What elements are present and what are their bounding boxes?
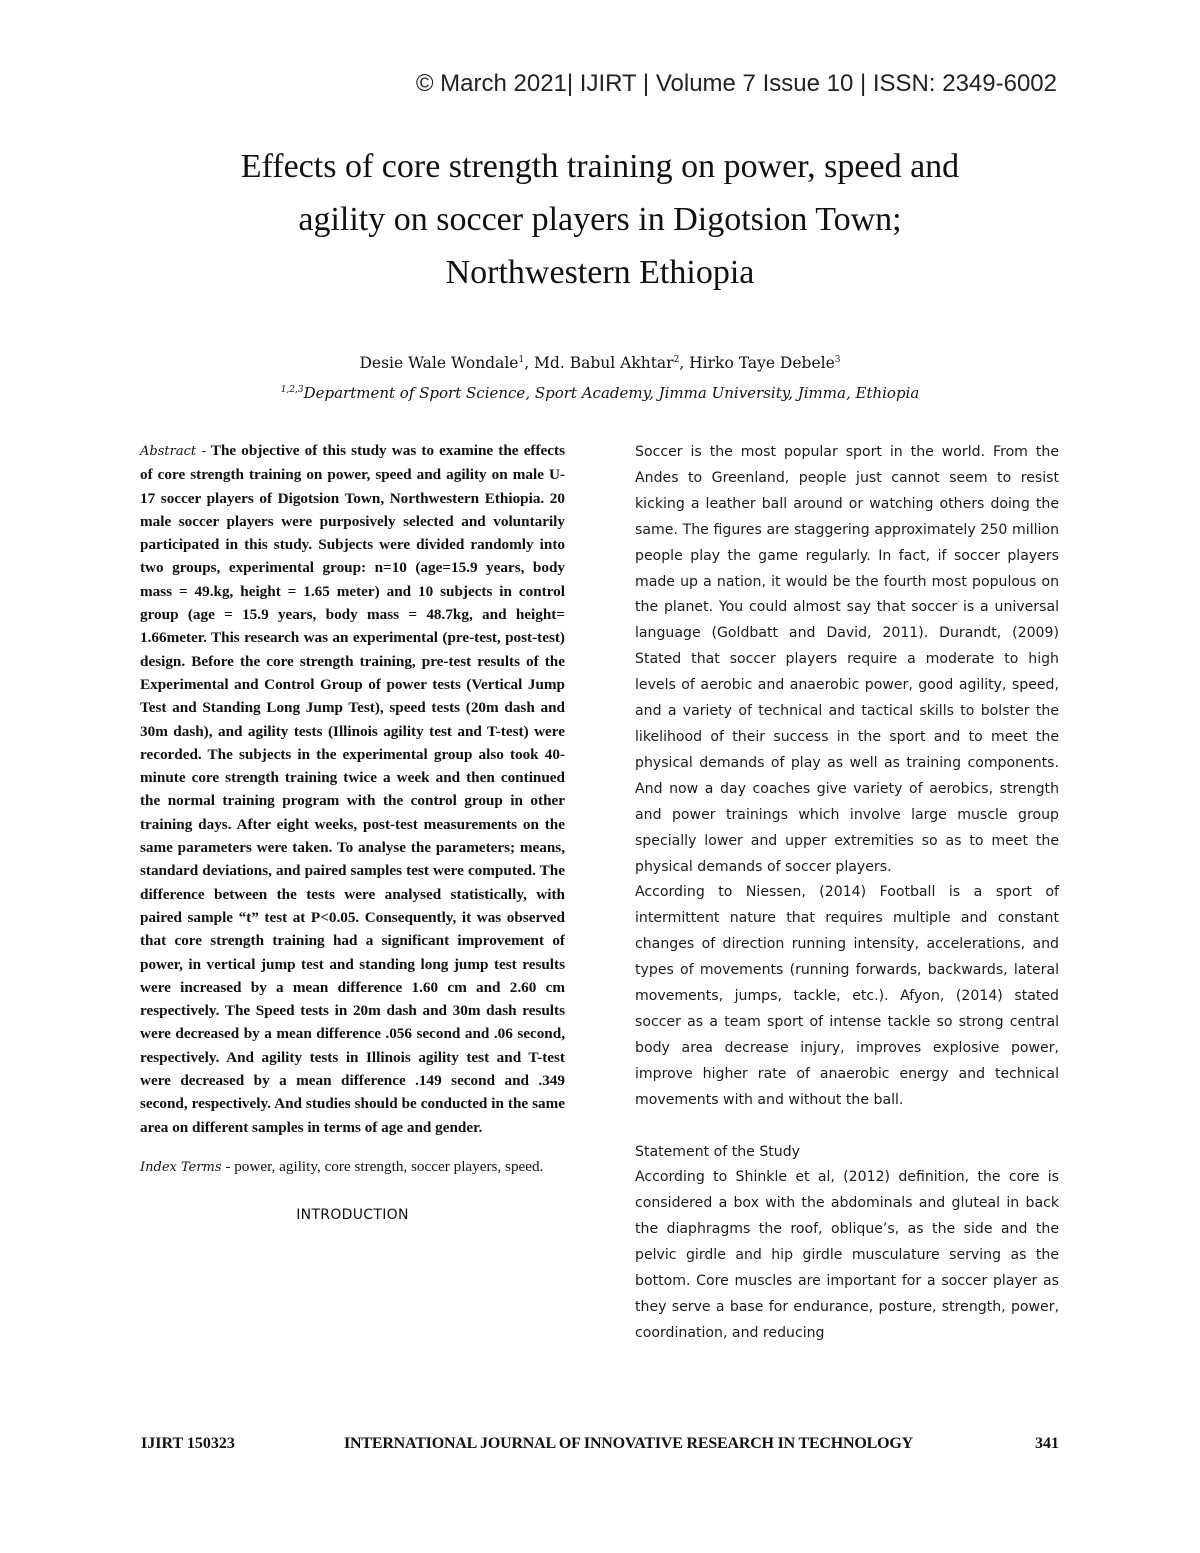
title-line-1: Effects of core strength training on power, speed and	[240, 148, 960, 185]
statement-paragraph: According to Shinkle et al, (2012) definition, the core is considered a box with the abdominals and gluteal in back the diaphragms the roof, oblique’s, as the side and the pelvic girdle and hip girdle musculature serving as the bottom. Core muscles are important for a soccer player as they serve a base for endurance, posture, strength, power, coordination, and reducing	[635, 1169, 1059, 1341]
abstract-text: The objective of this study was to examine the effects of core strength training on power, speed and agility on male U-17 soccer players of Digotsion Town, Northwestern Ethiopia. 20 male soccer players were purposively selected and voluntarily participated in this study. Subjects were divided randomly into two groups, experimental group: n=10 (age=15.9 years, body mass = 49.kg, height = 1.65 meter) and 10 subjects in control group (age = 15.9 years, body mass = 48.7kg, and height= 1.66meter. This research was an experimental (pre-test, post-test) design. Before the core strength training, pre-test results of the Experimental and Control Group of power tests (Vertical Jump Test and Standing Long Jump Test), speed tests (20m dash and 30m dash), and agility tests (Illinois agility test and T-test) were recorded. The subjects in the experimental group also took 40-minute core strength training twice a week and then continued the normal training program with the control group in other training days. After eight weeks, post-test measurements on the same parameters were taken. To analyse the parameters; means, standard deviations, and paired samples test were computed. The difference between the tests were analysed statistically, with paired sample “t” test at P<0.05. Consequently, it was observed that core strength training had a significant improvement of power, in vertical jump test and standing long jump test results were increased by a mean difference 1.60 cm and 2.60 cm respectively. The Speed tests in 20m dash and 30m dash results were decreased by a mean difference .056 second and .06 second, respectively. And agility tests in Illinois agility test and T-test were decreased by a mean difference .149 second and .349 second, respectively. And studies should be conducted in the same area on different samples in terms of age and gender.	[140, 442, 565, 1136]
index-terms-lead: Index Terms	[140, 1159, 222, 1175]
right-column	[635, 440, 1059, 1347]
author-1-affil-mark: 1	[518, 354, 525, 365]
abstract	[140, 439, 565, 1139]
author-list	[150, 354, 1050, 372]
author-3-affil-mark: 3	[834, 354, 841, 365]
affiliation-text: Department of Sport Science, Sport Academy, Jimma University, Jimma, Ethiopia	[303, 384, 920, 402]
journal-header: © March 2021| IJIRT | Volume 7 Issue 10 | ISSN: 2349-6002	[415, 70, 1057, 97]
footer-page-number: 341	[1035, 1435, 1059, 1452]
intro-paragraph-2: According to Niessen, (2014) Football is a sport of intermittent nature that requires multiple and constant changes of direction running intensity, accelerations, and types of movements (running forwards, backwards, lateral movements, jumps, tackle, etc.). Afyon, (2014) stated soccer as a team sport of intense tackle so strong central body area decrease injury, improves explosive power, improve higher rate of anaerobic energy and technical movements with and without the ball.	[635, 884, 1059, 1108]
author-3: , Hirko Taye Debele	[679, 354, 835, 372]
index-terms	[140, 1155, 565, 1179]
affiliation	[150, 384, 1050, 402]
affiliation-marks: 1,2,3	[280, 385, 304, 395]
author-1: Desie Wale Wondale	[359, 354, 519, 372]
title-line-3: Northwestern Ethiopia	[445, 254, 755, 291]
index-terms-text: - power, agility, core strength, soccer players, speed.	[221, 1157, 544, 1175]
footer-journal-name: INTERNATIONAL JOURNAL OF INNOVATIVE RESEARCH IN TECHNOLOGY	[344, 1435, 913, 1452]
footer-article-id: IJIRT 150323	[141, 1435, 235, 1452]
abstract-lead: Abstract -	[140, 444, 206, 459]
title-line-2: agility on soccer players in Digotsion Town;	[298, 201, 902, 238]
subsection-heading-statement: Statement of the Study	[635, 1143, 801, 1160]
intro-paragraph-1: Soccer is the most popular sport in the world. From the Andes to Greenland, people just cannot seem to resist kicking a leather ball around or watching others doing the same. The figures are staggering approximately 250 million people play the game regularly. In fact, if soccer players made up a nation, it would be the fourth most populous on the planet. You could almost say that soccer is a universal language (Goldbatt and David, 2011). Durandt, (2009) Stated that soccer players require a moderate to high levels of aerobic and anaerobic power, good agility, speed, and a variety of technical and tactical skills to bolster the likelihood of their success in the sport and to meet the physical demands of play as well as training components. And now a day coaches give variety of aerobics, strength and power trainings which involve large muscle group specially lower and upper extremities so as to meet the physical demands of soccer players.	[635, 444, 1059, 875]
author-2: , Md. Babul Akhtar	[524, 354, 674, 372]
paper-title	[150, 140, 1050, 299]
left-column	[140, 439, 565, 1228]
page-footer	[141, 1435, 1059, 1459]
section-heading-introduction: INTRODUCTION	[296, 1207, 409, 1224]
author-2-affil-mark: 2	[673, 354, 680, 365]
